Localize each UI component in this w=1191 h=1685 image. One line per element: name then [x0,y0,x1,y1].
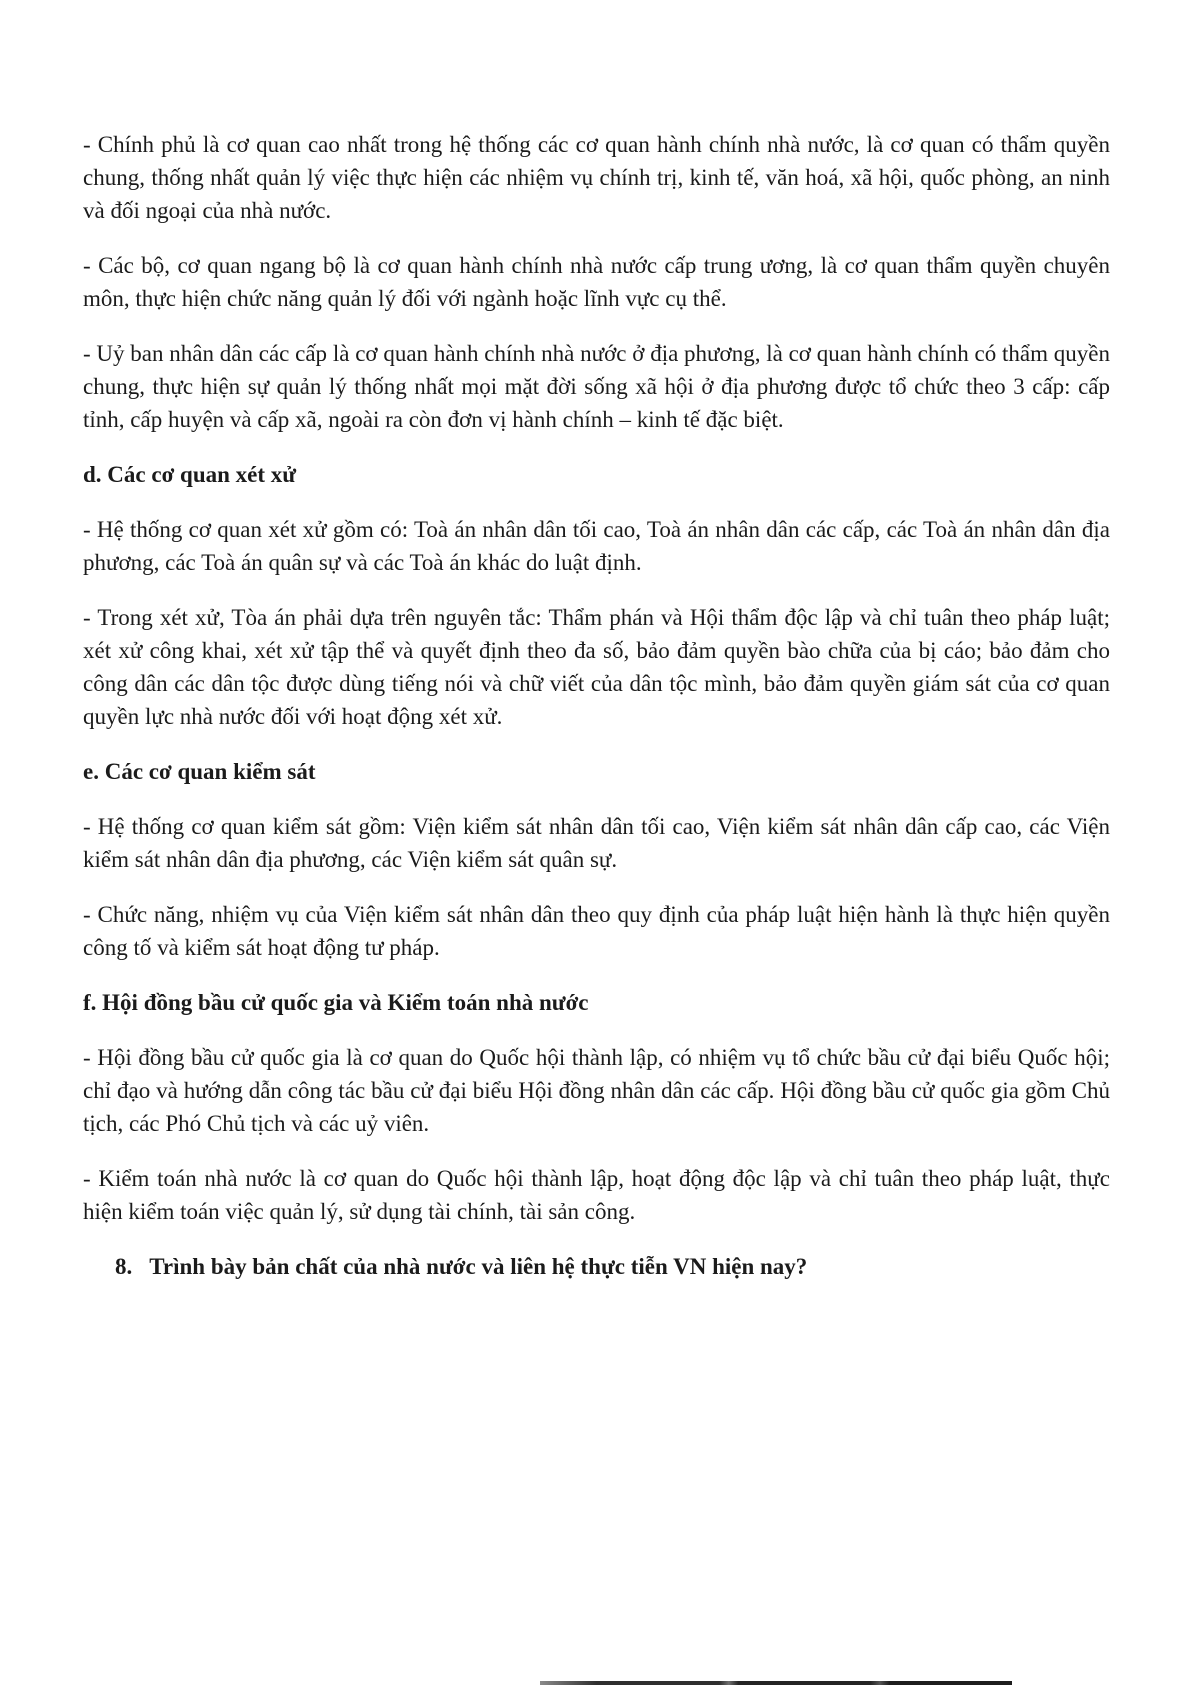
paragraph-kiem-toan-nha-nuoc: - Kiểm toán nhà nước là cơ quan do Quốc hội thành lập, hoạt động độc lập và chỉ tuân theo pháp luật, thực hiện kiểm toán việc quản lý, sử dụng tài chính, tài sản công. [83,1166,1110,1224]
paragraph-he-thong-xet-xu: - Hệ thống cơ quan xét xử gồm có: Toà án nhân dân tối cao, Toà án nhân dân các cấp, các Toà án nhân dân địa phương, các Toà án quân sự và các Toà án khác do luật định. [83,517,1110,575]
paragraph-cac-bo: - Các bộ, cơ quan ngang bộ là cơ quan hành chính nhà nước cấp trung ương, là cơ quan thẩm quyền chuyên môn, thực hiện chức năng quản lý đối với ngành hoặc lĩnh vực cụ thể. [83,253,1110,311]
question-text: Trình bày bản chất của nhà nước và liên hệ thực tiễn VN hiện nay? [149,1254,808,1279]
paragraph-hoi-dong-bau-cu: - Hội đồng bầu cử quốc gia là cơ quan do Quốc hội thành lập, có nhiệm vụ tổ chức bầu cử đại biểu Quốc hội; chỉ đạo và hướng dẫn công tác bầu cử đại biểu Hội đồng nhân dân các cấp. Hội đồng bầu cử quốc gia gồm Chủ tịch, các Phó Chủ tịch và các uỷ viên. [83,1045,1110,1136]
question-item-8 [115,1250,1110,1283]
paragraph-nguyen-tac-xet-xu: - Trong xét xử, Tòa án phải dựa trên nguyên tắc: Thẩm phán và Hội thẩm độc lập và chỉ tuân theo pháp luật; xét xử công khai, xét xử tập thể và quyết định theo đa số, bảo đảm quyền bào chữa của bị cáo; bảo đảm cho công dân các dân tộc được dùng tiếng nói và chữ viết của dân tộc mình, bảo đảm quyền giám sát của cơ quan quyền lực nhà nước đối với hoạt động xét xử. [83,605,1110,729]
page-bottom-artifact [540,1681,1012,1685]
paragraph-he-thong-kiem-sat: - Hệ thống cơ quan kiểm sát gồm: Viện kiểm sát nhân dân tối cao, Viện kiểm sát nhân dân cấp cao, các Viện kiểm sát nhân dân địa phương, các Viện kiểm sát quân sự. [83,814,1110,872]
paragraph-chuc-nang-kiem-sat: - Chức năng, nhiệm vụ của Viện kiểm sát nhân dân theo quy định của pháp luật hiện hành là thực hiện quyền công tố và kiểm sát hoạt động tư pháp. [83,902,1110,960]
paragraph-chinh-phu: - Chính phủ là cơ quan cao nhất trong hệ thống các cơ quan hành chính nhà nước, là cơ quan có thẩm quyền chung, thống nhất quản lý việc thực hiện các nhiệm vụ chính trị, kinh tế, văn hoá, xã hội, quốc phòng, an ninh và đối ngoại của nhà nước. [83,132,1110,223]
section-heading-d: d. Các cơ quan xét xử [83,462,297,487]
section-heading-e: e. Các cơ quan kiểm sát [83,759,316,784]
question-number: 8. [115,1254,133,1279]
paragraph-uy-ban-nhan-dan: - Uỷ ban nhân dân các cấp là cơ quan hành chính nhà nước ở địa phương, là cơ quan hành chính có thẩm quyền chung, thực hiện sự quản lý thống nhất mọi mặt đời sống xã hội ở địa phương được tổ chức theo 3 cấp: cấp tỉnh, cấp huyện và cấp xã, ngoài ra còn đơn vị hành chính – kinh tế đặc biệt. [83,341,1110,432]
section-heading-f: f. Hội đồng bầu cử quốc gia và Kiểm toán nhà nước [83,990,589,1015]
